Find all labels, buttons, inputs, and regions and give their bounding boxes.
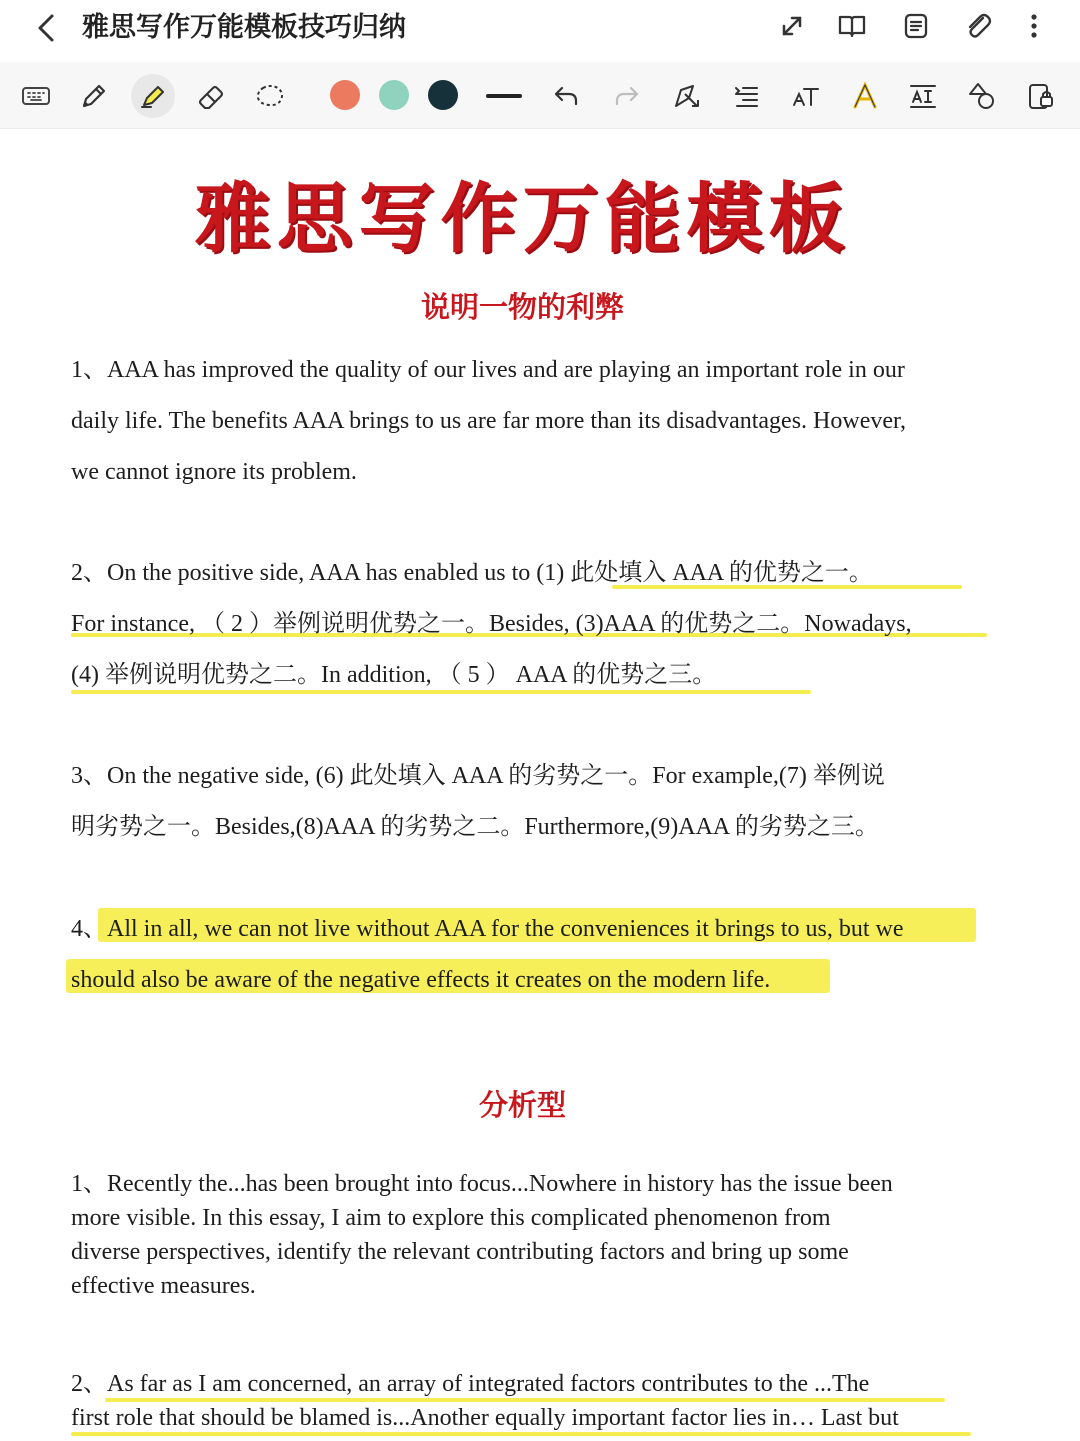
text-line: should also be aware of the negative effects it creates on the modern life.: [71, 967, 771, 993]
text-line: 1、AAA has improved the quality of our lives and are playing an important role in our: [71, 357, 905, 383]
shape-pen-tool[interactable]: [665, 74, 709, 118]
lock-icon: [1025, 80, 1057, 112]
pen-icon: [78, 80, 110, 112]
paragraph-3: [71, 751, 991, 853]
highlighter-tool[interactable]: [131, 74, 175, 118]
section-title-analysis: 分析型: [478, 1088, 566, 1122]
document-main-title: 雅思写作万能模板: [194, 174, 851, 263]
lasso-tool[interactable]: [248, 74, 292, 118]
redo-icon: [611, 80, 643, 112]
text-align-tool[interactable]: [725, 74, 769, 118]
outline-icon[interactable]: [896, 6, 936, 46]
drawing-toolbar: [0, 62, 1080, 129]
note-title: 雅思写作万能模板技巧归纳: [82, 12, 406, 43]
text-line: daily life. The benefits AAA brings to us are far more than its disadvantages. However,: [71, 408, 907, 434]
shapes-icon: [966, 80, 998, 112]
paragraph-1: [71, 345, 991, 498]
keyboard-tool[interactable]: [14, 74, 58, 118]
undo-tool[interactable]: [544, 74, 588, 118]
text-line: 4、All in all, we can not live without AAA for the conveniences it brings to us, but we: [71, 916, 904, 942]
text-line: 明劣势之一。Besides,(8)AAA 的劣势之二。Furthermore,(9)AAA 的劣势之三。: [71, 814, 879, 840]
stroke-width-icon: [484, 80, 524, 112]
text-line: 1、Recently the...has been brought into focus...Nowhere in history has the issue been: [71, 1171, 893, 1197]
highlighter-icon: [137, 80, 169, 112]
top-bar: [0, 0, 1080, 60]
section-title-pros-cons: 说明一物的利弊: [420, 290, 624, 324]
undo-icon: [550, 80, 582, 112]
text-line: For instance, （ 2 ）举例说明优势之一。Besides, (3)AAA 的优势之二。Nowadays,: [71, 611, 912, 637]
back-icon[interactable]: [30, 8, 64, 48]
text-recognition-tool[interactable]: [901, 74, 945, 118]
text-align-icon: [731, 80, 763, 112]
handwriting-text-icon: [790, 80, 822, 112]
text-line: 2、On the positive side, AAA has enabled us to (1) 此处填入 AAA 的优势之一。: [71, 560, 873, 586]
text-line: first role that should be blamed is...Another equally important factor lies in… Last but: [71, 1405, 899, 1431]
ai-tool[interactable]: [843, 74, 887, 118]
shapes-tool[interactable]: [960, 74, 1004, 118]
book-icon[interactable]: [832, 6, 872, 46]
color-swatch-coral[interactable]: [330, 80, 360, 110]
text-line: we cannot ignore its problem.: [71, 459, 357, 485]
text-line: more visible. In this essay, I aim to explore this complicated phenomenon from: [71, 1205, 831, 1231]
lock-tool[interactable]: [1019, 74, 1063, 118]
text-recognition-icon: [907, 80, 939, 112]
pen-tool[interactable]: [72, 74, 116, 118]
paragraph-6: [71, 1367, 991, 1435]
paragraph-5: [71, 1167, 991, 1303]
redo-tool[interactable]: [605, 74, 649, 118]
lasso-icon: [253, 80, 287, 112]
text-line: effective measures.: [71, 1273, 256, 1299]
paragraph-2: [71, 548, 991, 701]
color-swatch-mint[interactable]: [379, 80, 409, 110]
text-line: (4) 举例说明优势之二。In addition, （ 5 ） AAA 的优势之三。: [71, 662, 717, 688]
handwriting-text-tool[interactable]: [784, 74, 828, 118]
ai-sparkle-icon: [849, 80, 881, 112]
more-icon[interactable]: [1014, 6, 1054, 46]
keyboard-icon: [20, 80, 52, 112]
attachment-icon[interactable]: [958, 6, 998, 46]
stroke-width-tool[interactable]: [482, 74, 526, 118]
shape-pen-icon: [671, 80, 703, 112]
text-line: 2、As far as I am concerned, an array of integrated factors contributes to the ...The: [71, 1371, 870, 1397]
eraser-icon: [195, 80, 227, 112]
text-line: 3、On the negative side, (6) 此处填入 AAA 的劣势之一。For example,(7) 举例说: [71, 763, 885, 789]
color-swatch-dark[interactable]: [428, 80, 458, 110]
paragraph-4: [71, 904, 991, 1006]
text-line: diverse perspectives, identify the relevant contributing factors and bring up some: [71, 1239, 849, 1265]
eraser-tool[interactable]: [189, 74, 233, 118]
expand-icon[interactable]: [772, 6, 812, 46]
